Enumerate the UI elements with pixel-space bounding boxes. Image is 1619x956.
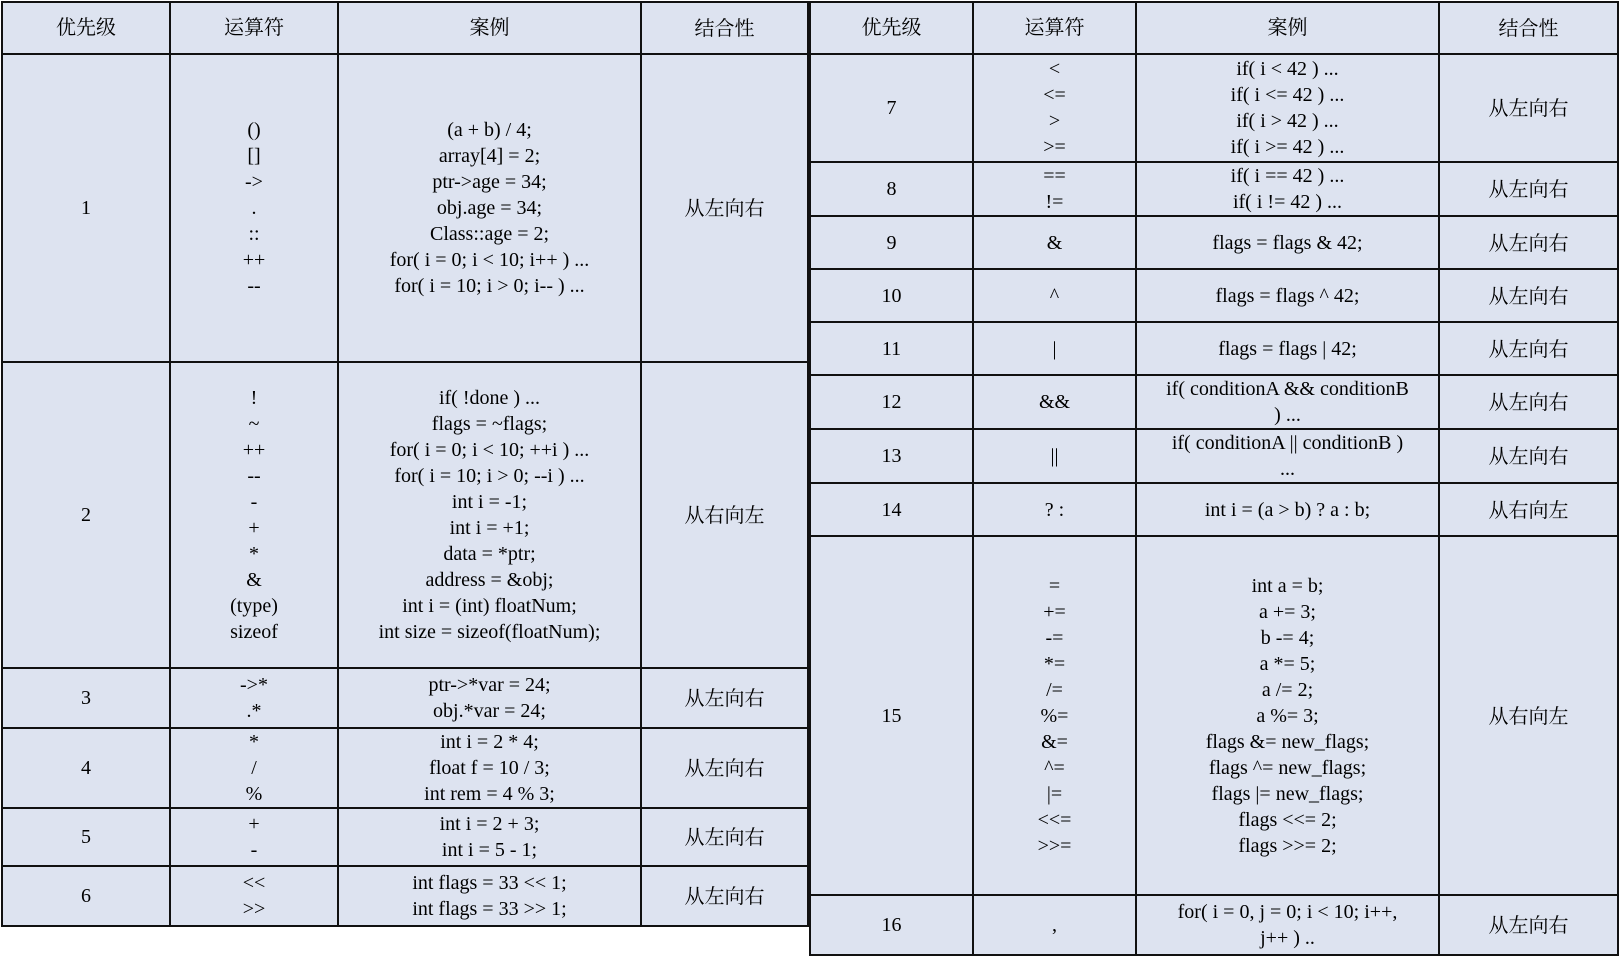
level-cell: 7 [810,54,973,162]
operators-cell: ! ~ ++ -- - + * & (type) sizeof [170,362,338,668]
level-cell: 9 [810,216,973,269]
example-cell: flags = flags & 42; [1136,216,1439,269]
associativity-cell: 从左向右 [1439,429,1618,483]
level-cell: 8 [810,162,973,216]
header-level: 优先级 [810,2,973,54]
header-associativity: 结合性 [1439,2,1618,54]
header-example: 案例 [338,2,641,54]
operators-cell: , [973,895,1136,955]
associativity-cell: 从左向右 [1439,54,1618,162]
operators-cell: ^ [973,269,1136,322]
associativity-cell: 从左向右 [1439,375,1618,429]
associativity-cell: 从左向右 [1439,322,1618,375]
header-row [810,2,1618,54]
operators-cell: || [973,429,1136,483]
associativity-cell: 从左向右 [1439,895,1618,955]
example-cell: flags = flags | 42; [1136,322,1439,375]
operators-cell: ? : [973,483,1136,536]
example-cell: (a + b) / 4; array[4] = 2; ptr->age = 34; obj.age = 34; Class::age = 2; for( i = 0; i < 10; i++ ) ... for( i = 10; i > 0; i-- ) ... [338,54,641,362]
example-cell: if( i < 42 ) ... if( i <= 42 ) ... if( i > 42 ) ... if( i >= 42 ) ... [1136,54,1439,162]
associativity-cell: 从左向右 [641,808,808,866]
associativity-cell: 从右向左 [1439,536,1618,895]
table-row [810,322,1618,375]
level-cell: 5 [2,808,170,866]
associativity-cell: 从右向左 [641,362,808,668]
table-row [810,54,1618,162]
example-cell: if( conditionA || conditionB ) ... [1136,429,1439,483]
example-cell: for( i = 0, j = 0; i < 10; i++, j++ ) .. [1136,895,1439,955]
associativity-cell: 从左向右 [1439,269,1618,322]
level-cell: 6 [2,866,170,926]
operators-cell: + - [170,808,338,866]
table-row [810,429,1618,483]
level-cell: 14 [810,483,973,536]
table-row [810,895,1618,955]
table-row [2,866,808,926]
precedence-table-right [809,1,1619,956]
header-associativity: 结合性 [641,2,808,54]
table-row [2,808,808,866]
operators-cell: < <= > >= [973,54,1136,162]
associativity-cell: 从左向右 [1439,162,1618,216]
operators-cell: == != [973,162,1136,216]
table-row [810,216,1618,269]
associativity-cell: 从左向右 [641,728,808,808]
operators-cell: () [] -> . :: ++ -- [170,54,338,362]
level-cell: 2 [2,362,170,668]
level-cell: 3 [2,668,170,728]
example-cell: int a = b; a += 3; b -= 4; a *= 5; a /= 2; a %= 3; flags &= new_flags; flags ^= new_flags; flags |= new_flags; flags <<= 2; flags >>= 2; [1136,536,1439,895]
level-cell: 11 [810,322,973,375]
example-cell: ptr->*var = 24; obj.*var = 24; [338,668,641,728]
level-cell: 13 [810,429,973,483]
associativity-cell: 从左向右 [641,54,808,362]
associativity-cell: 从左向右 [1439,216,1618,269]
level-cell: 15 [810,536,973,895]
associativity-cell: 从右向左 [1439,483,1618,536]
table-row [810,483,1618,536]
table-row [2,54,808,362]
associativity-cell: 从左向右 [641,668,808,728]
table-row [2,728,808,808]
example-cell: int i = 2 + 3; int i = 5 - 1; [338,808,641,866]
header-operator: 运算符 [973,2,1136,54]
example-cell: int i = 2 * 4; float f = 10 / 3; int rem = 4 % 3; [338,728,641,808]
table-row [810,162,1618,216]
example-cell: if( !done ) ... flags = ~flags; for( i = 0; i < 10; ++i ) ... for( i = 10; i > 0; --i ) ... int i = -1; int i = +1; data = *ptr; address = &obj; int i = (int) floatNum; int size = sizeof(floatNum); [338,362,641,668]
example-cell: int flags = 33 << 1; int flags = 33 >> 1; [338,866,641,926]
operators-cell: * / % [170,728,338,808]
example-cell: int i = (a > b) ? a : b; [1136,483,1439,536]
operators-cell: | [973,322,1136,375]
precedence-table-left [1,1,809,927]
operators-cell: & [973,216,1136,269]
table-row [810,536,1618,895]
operators-cell: << >> [170,866,338,926]
level-cell: 16 [810,895,973,955]
header-level: 优先级 [2,2,170,54]
level-cell: 10 [810,269,973,322]
table-row [2,668,808,728]
header-operator: 运算符 [170,2,338,54]
operators-cell: && [973,375,1136,429]
level-cell: 4 [2,728,170,808]
table-row [810,375,1618,429]
operators-cell: = += -= *= /= %= &= ^= |= <<= >>= [973,536,1136,895]
table-row [810,269,1618,322]
example-cell: if( conditionA && conditionB ) ... [1136,375,1439,429]
operators-cell: ->* .* [170,668,338,728]
example-cell: if( i == 42 ) ... if( i != 42 ) ... [1136,162,1439,216]
level-cell: 12 [810,375,973,429]
table-row [2,362,808,668]
header-example: 案例 [1136,2,1439,54]
header-row [2,2,808,54]
example-cell: flags = flags ^ 42; [1136,269,1439,322]
level-cell: 1 [2,54,170,362]
associativity-cell: 从左向右 [641,866,808,926]
